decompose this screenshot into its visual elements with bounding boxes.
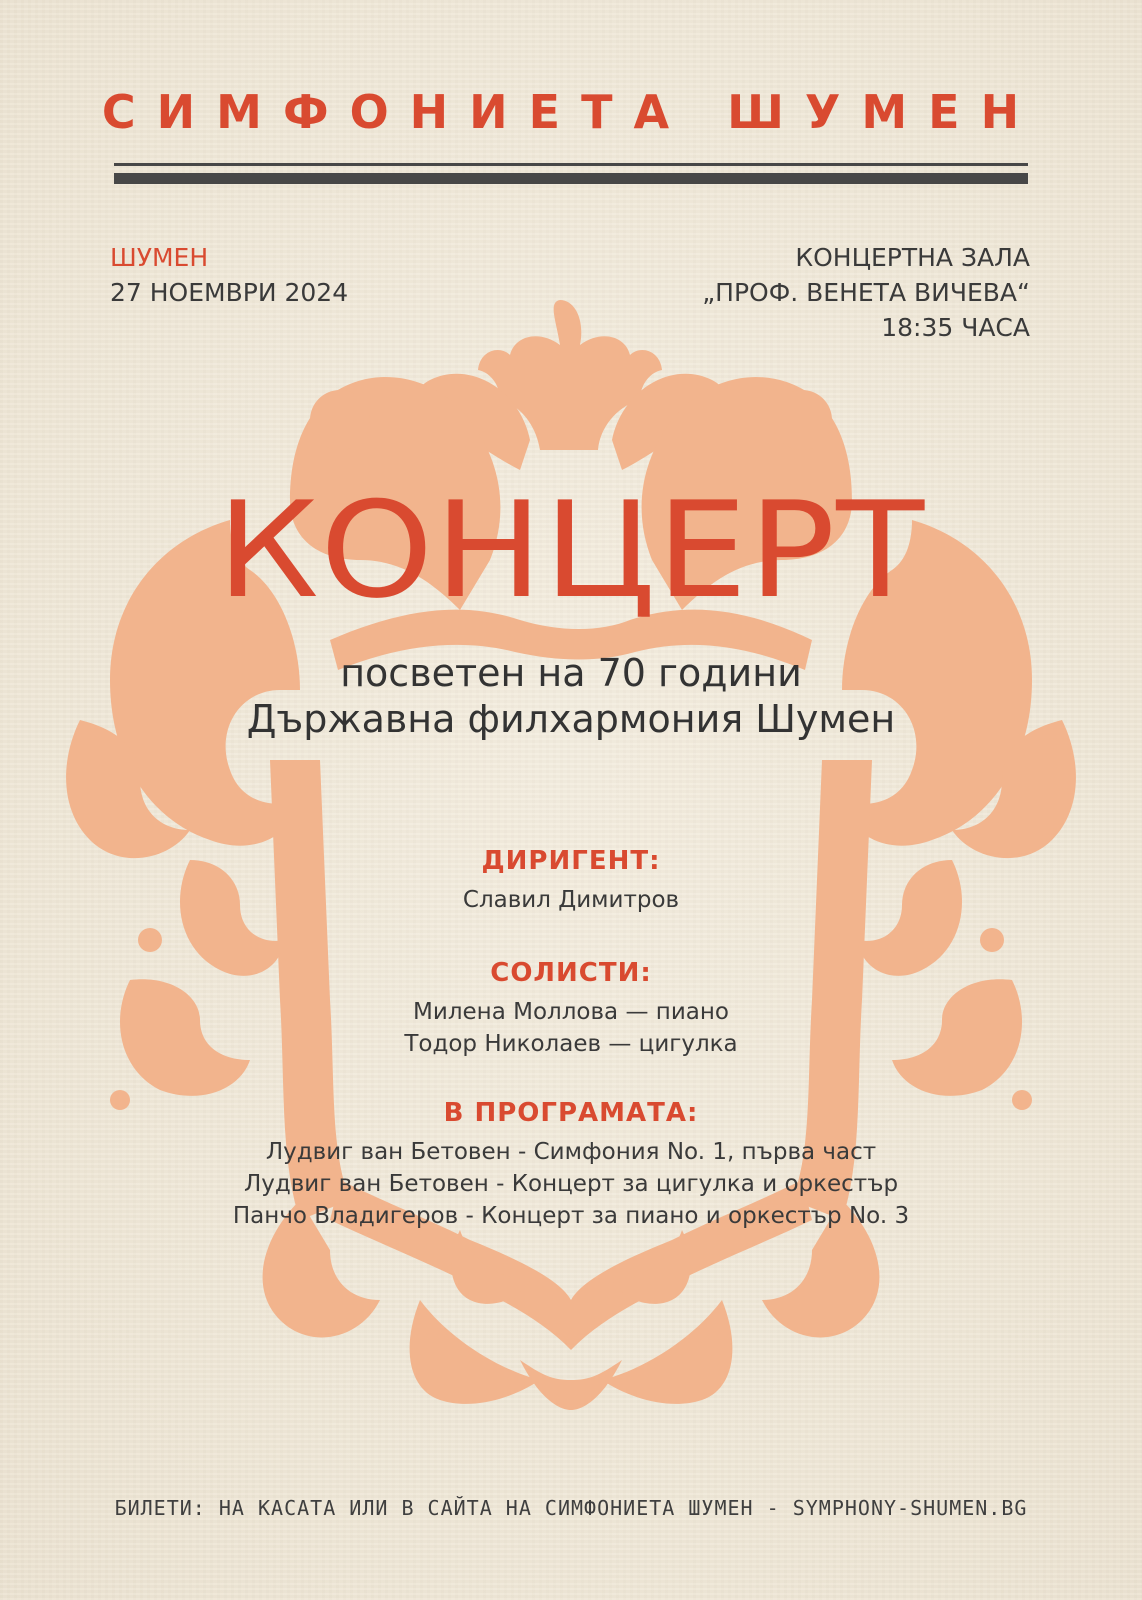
program-item: Лудвиг ван Бетовен - Симфония No. 1, първа част bbox=[265, 1139, 877, 1165]
soloist-item: Тодор Николаев — цигулка bbox=[404, 1031, 738, 1057]
concert-date: 27 НОЕМВРИ 2024 bbox=[110, 278, 349, 307]
city-date-block bbox=[110, 240, 348, 310]
concert-title: КОНЦЕРТ bbox=[216, 472, 926, 628]
soloists-list bbox=[0, 996, 1142, 1060]
header-divider-thick bbox=[114, 173, 1028, 184]
tickets-info: БИЛЕТИ: НА КАСАТА ИЛИ В САЙТА НА СИМФОНИЕТА ШУМЕН - SYMPHONY-SHUMEN.BG bbox=[114, 1496, 1028, 1520]
orchestra-name: СИМФОНИЕТА ШУМЕН bbox=[101, 85, 1041, 139]
venue-block bbox=[702, 240, 1030, 345]
program-item: Панчо Владигеров - Концерт за пиано и оркестър No. 3 bbox=[232, 1203, 910, 1229]
program-list bbox=[0, 1136, 1142, 1232]
subtitle-line-1: посветен на 70 години bbox=[340, 651, 802, 695]
conductor-name: Славил Димитров bbox=[462, 887, 680, 913]
venue-line-2: „ПРОФ. ВЕНЕТА ВИЧЕВА“ bbox=[702, 278, 1030, 307]
soloist-item: Милена Моллова — пиано bbox=[413, 999, 729, 1025]
concert-time: 18:35 ЧАСА bbox=[881, 313, 1030, 342]
program-item: Лудвиг ван Бетовен - Концерт за цигулка и оркестър bbox=[243, 1171, 899, 1197]
venue-line-1: КОНЦЕРТНА ЗАЛА bbox=[795, 243, 1030, 272]
header-divider-thin bbox=[114, 163, 1028, 166]
city: ШУМЕН bbox=[110, 243, 209, 272]
conductor-label: ДИРИГЕНТ: bbox=[481, 846, 661, 876]
soloists-label: СОЛИСТИ: bbox=[490, 958, 652, 988]
concert-subtitle bbox=[0, 650, 1142, 742]
subtitle-line-2: Държавна филхармония Шумен bbox=[246, 697, 896, 741]
program-label: В ПРОГРАМАТА: bbox=[443, 1098, 699, 1128]
